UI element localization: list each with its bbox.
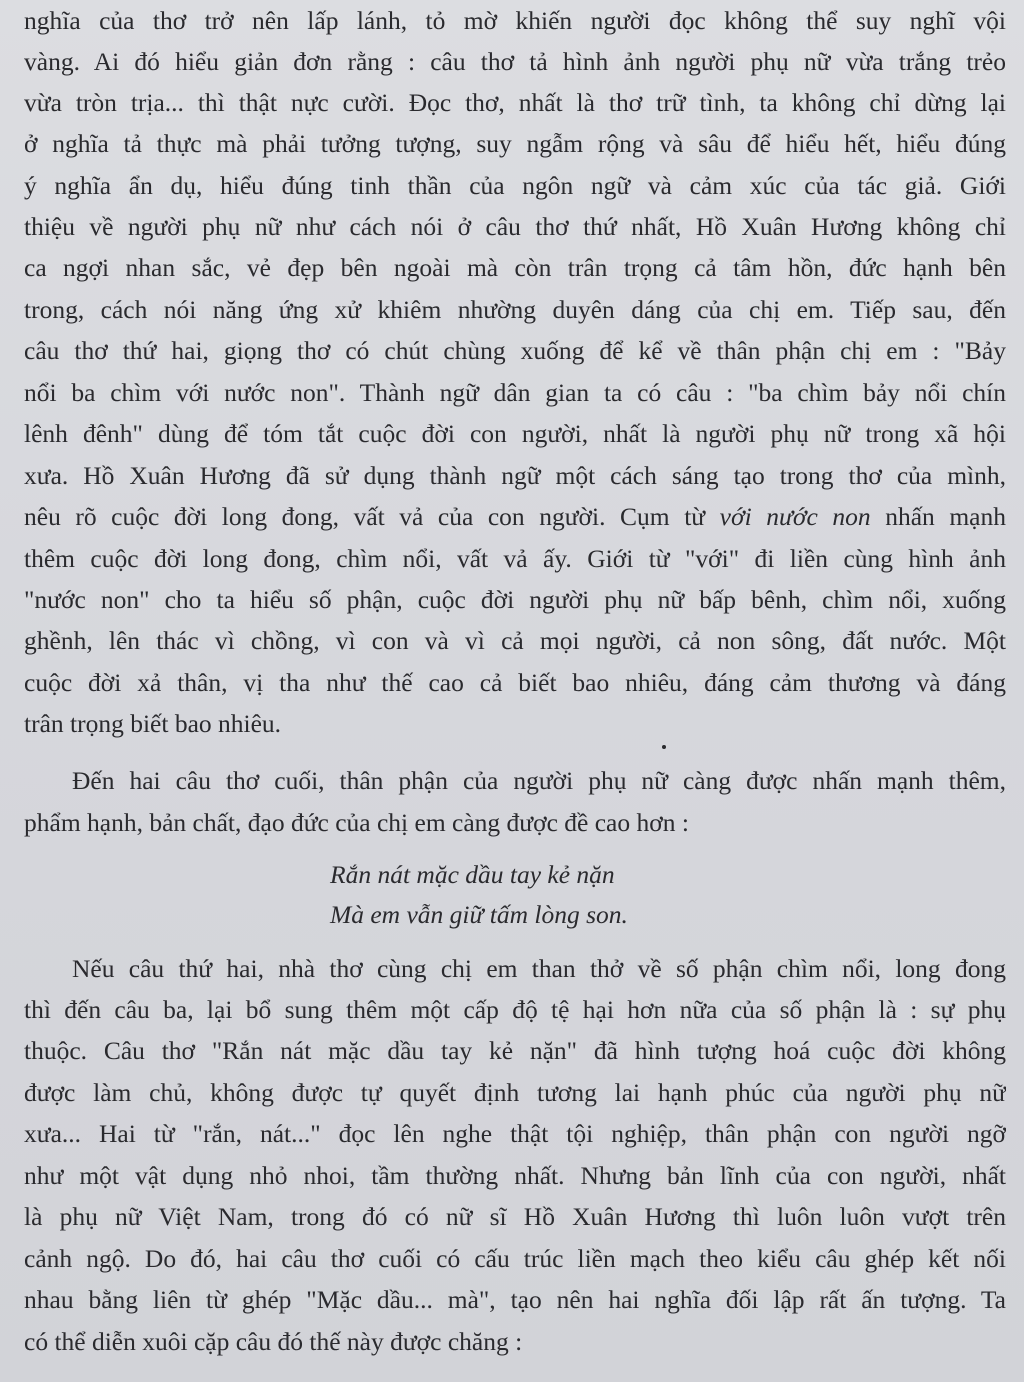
text-line: thuộc. Câu thơ "Rắn nát mặc dầu tay kẻ nặn" đã hình tượng hoá cuộc đời không	[24, 1036, 1006, 1065]
text-line: ở nghĩa tả thực mà phải tưởng tượng, suy ngẫm rộng và sâu để hiểu hết, hiểu đúng	[24, 129, 1006, 158]
verse-line-1: Rắn nát mặc dầu tay kẻ nặn	[330, 860, 615, 889]
text-line: là phụ nữ Việt Nam, trong đó có nữ sĩ Hồ Xuân Hương thì luôn luôn vượt trên	[24, 1202, 1006, 1231]
text-line: như một vật dụng nhỏ nhoi, tầm thường nhất. Nhưng bản lĩnh của con người, nhất	[24, 1161, 1006, 1190]
text-line: ca ngợi nhan sắc, vẻ đẹp bên ngoài mà còn trân trọng cả tâm hồn, đức hạnh bên	[24, 253, 1006, 282]
text-line: ý nghĩa ẩn dụ, hiểu đúng tinh thần của ngôn ngữ và cảm xúc của tác giả. Giới	[24, 171, 1006, 200]
text-line	[24, 497, 1006, 537]
text-line: nhau bằng liên từ ghép "Mặc dầu... mà", tạo nên hai nghĩa đối lập rất ấn tượng. Ta	[24, 1285, 1006, 1314]
text-line: được làm chủ, không được tự quyết định tương lai hạnh phúc của người phụ nữ	[24, 1078, 1006, 1107]
text-line: có thể diễn xuôi cặp câu đó thế này được chăng :	[24, 1327, 523, 1356]
text-line: vàng. Ai đó hiểu giản đơn rằng : câu thơ tả hình ảnh người phụ nữ vừa trắng trẻo	[24, 47, 1006, 76]
text-line: trong, cách nói năng ứng xử khiêm nhường duyên dáng của chị em. Tiếp sau, đến	[24, 295, 1006, 324]
text-line: nổi ba chìm với nước non". Thành ngữ dân gian ta có câu : "ba chìm bảy nổi chín	[24, 378, 1006, 407]
text-line: thì đến câu ba, lại bổ sung thêm một cấp độ tệ hại hơn nữa của số phận là : sự phụ	[24, 995, 1006, 1024]
text-segment: nêu rõ cuộc đời long đong, vất vả của con người. Cụm từ	[24, 502, 720, 531]
text-line: trân trọng biết bao nhiêu.	[24, 709, 282, 738]
text-line: nghĩa của thơ trở nên lấp lánh, tỏ mờ khiến người đọc không thể suy nghĩ vội	[24, 6, 1006, 35]
text-line: "nước non" cho ta hiểu số phận, cuộc đời người phụ nữ bấp bênh, chìm nổi, xuống	[24, 585, 1006, 614]
ink-speck	[662, 745, 666, 749]
verse-line-2: Mà em vẫn giữ tấm lòng son.	[330, 900, 628, 929]
italic-phrase: với nước non	[719, 502, 871, 531]
text-segment: nhấn mạnh	[870, 502, 1006, 531]
text-line: cuộc đời xả thân, vị tha như thế cao cả biết bao nhiêu, đáng cảm thương và đáng	[24, 668, 1006, 697]
text-line: câu thơ thứ hai, giọng thơ có chút chùng xuống để kể về thân phận chị em : "Bảy	[24, 336, 1006, 365]
text-line: phẩm hạnh, bản chất, đạo đức của chị em càng được đề cao hơn :	[24, 808, 689, 837]
text-line: xưa... Hai từ "rắn, nát..." đọc lên nghe thật tội nghiệp, thân phận con người ngỡ	[24, 1119, 1006, 1148]
text-line: xưa. Hồ Xuân Hương đã sử dụng thành ngữ một cách sáng tạo trong thơ của mình,	[24, 461, 1006, 490]
text-line: ghềnh, lên thác vì chồng, vì con và vì cả mọi người, cả non sông, đất nước. Một	[24, 626, 1006, 655]
text-line: thiệu về người phụ nữ như cách nói ở câu thơ thứ nhất, Hồ Xuân Hương không chỉ	[24, 212, 1006, 241]
text-line: cảnh ngộ. Do đó, hai câu thơ cuối có cấu trúc liền mạch theo kiểu câu ghép kết nối	[24, 1244, 1006, 1273]
text-line: Đến hai câu thơ cuối, thân phận của người phụ nữ càng được nhấn mạnh thêm,	[72, 766, 1006, 795]
text-line: lênh đênh" dùng để tóm tắt cuộc đời con người, nhất là người phụ nữ trong xã hội	[24, 419, 1006, 448]
text-line: vừa tròn trịa... thì thật nực cười. Đọc thơ, nhất là thơ trữ tình, ta không chỉ dừng lại	[24, 88, 1006, 117]
text-line: Nếu câu thứ hai, nhà thơ cùng chị em than thở về số phận chìm nổi, long đong	[72, 954, 1006, 983]
text-line: thêm cuộc đời long đong, chìm nổi, vất vả ấy. Giới từ "với" đi liền cùng hình ảnh	[24, 544, 1006, 573]
